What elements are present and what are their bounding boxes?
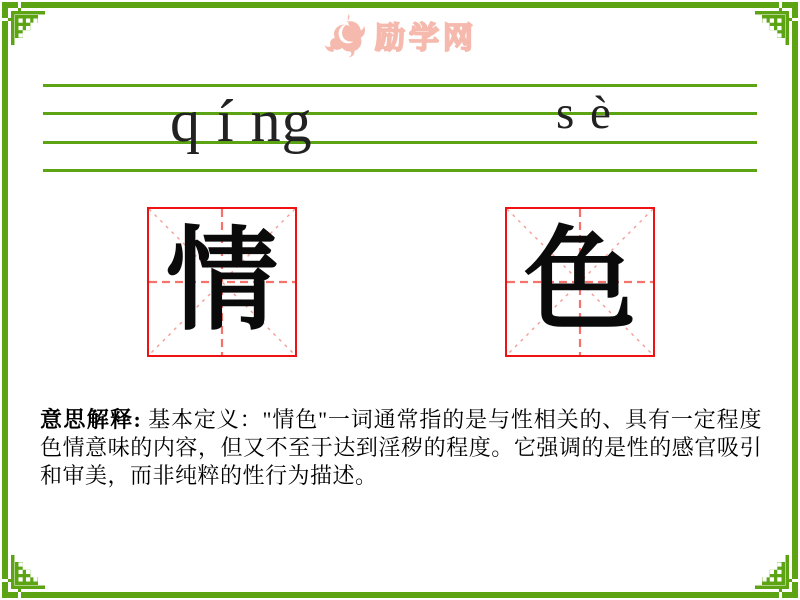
pinyin-syllable-qing: q í ng (170, 88, 313, 154)
definition-body: 基本定义："情色"一词通常指的是与性相关的、具有一定程度色情意味的内容，但又不至于达到淫秽的程度。它强调的是性的感官吸引和审美，而非纯粹的性行为描述。 (40, 407, 763, 488)
hanzi-qing: 情 (166, 220, 278, 344)
guide-line (43, 141, 757, 144)
definition-label: 意思解释: (40, 407, 142, 432)
character-box-se (505, 207, 655, 357)
logo-text: 励学网 (375, 22, 477, 55)
character-box-qing (147, 207, 297, 357)
guide-line (43, 112, 757, 115)
hanzi-se: 色 (524, 220, 636, 344)
definition-paragraph (40, 406, 762, 490)
pinyin-syllable-se: s è (556, 87, 613, 139)
corner-fret-bottom-right-icon (752, 552, 798, 598)
guide-line (43, 84, 757, 87)
corner-fret-top-right-icon (752, 2, 798, 48)
logo-flame-icon (323, 12, 369, 58)
guide-line (43, 169, 757, 172)
pinyin-guide-lines (43, 84, 757, 172)
site-logo (323, 12, 477, 58)
corner-fret-top-left-icon (2, 2, 48, 48)
corner-fret-bottom-left-icon (2, 552, 48, 598)
